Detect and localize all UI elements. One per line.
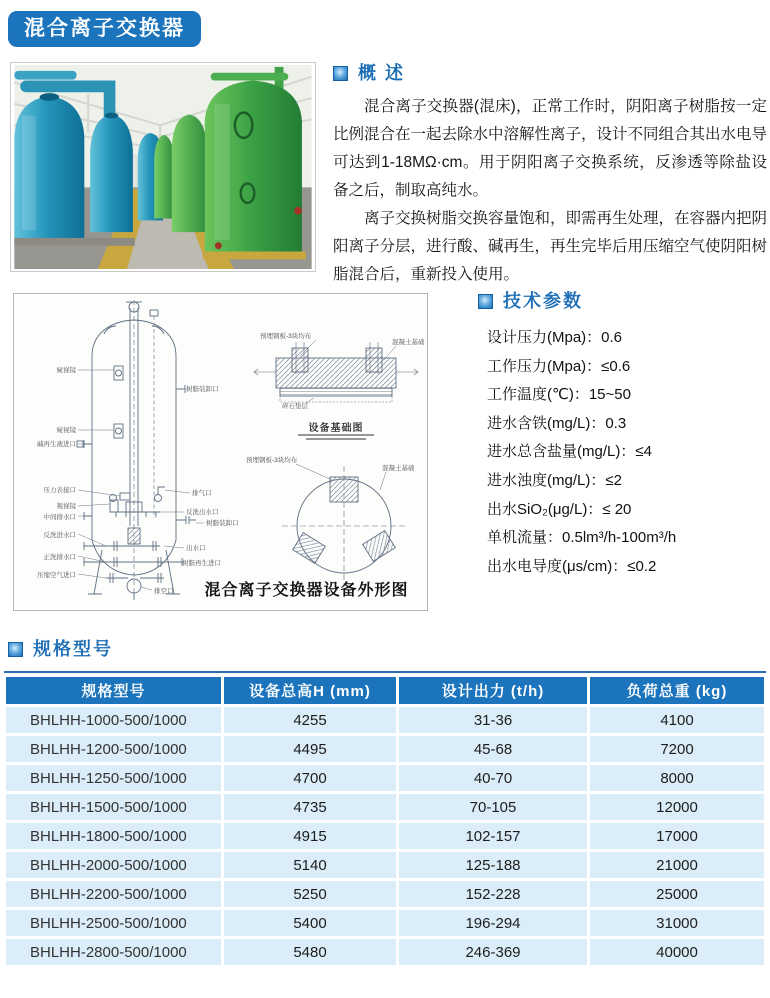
foundation-label: 预埋钢板-3块均布 bbox=[260, 333, 312, 340]
tech-param-item: 进水浊度(mg/L)：≤2 bbox=[487, 471, 622, 489]
page-title: 混合离子交换器 bbox=[8, 11, 201, 47]
cell-output: 70-105 bbox=[399, 794, 587, 820]
table-row bbox=[6, 910, 764, 936]
tech-params-list bbox=[487, 324, 769, 581]
table-row bbox=[6, 881, 764, 907]
cell-weight: 8000 bbox=[590, 765, 764, 791]
equipment-photo-illustration bbox=[13, 65, 313, 269]
vessel-label: 压缩空气进口 bbox=[37, 572, 76, 579]
specs-table bbox=[3, 674, 767, 968]
tech-param-item: 进水总含盐量(mg/L)：≤4 bbox=[487, 443, 652, 461]
vessel-label: 中间排水口 bbox=[43, 514, 76, 521]
vessel-label: 树脂再生进口 bbox=[182, 560, 221, 567]
foundation-plan bbox=[282, 464, 406, 586]
overview-section-header bbox=[333, 64, 405, 82]
tech-param-item: 工作压力(Mpa)：≤0.6 bbox=[487, 357, 631, 375]
table-row bbox=[6, 765, 764, 791]
table-row bbox=[6, 736, 764, 762]
table-row bbox=[6, 939, 764, 965]
cell-weight: 4100 bbox=[590, 707, 764, 733]
cell-output: 40-70 bbox=[399, 765, 587, 791]
vessel-label: 树脂装卸口 bbox=[206, 520, 239, 527]
cell-height: 5480 bbox=[224, 939, 396, 965]
cell-model: BHLHH-1800-500/1000 bbox=[6, 823, 221, 849]
cell-output: 246-369 bbox=[399, 939, 587, 965]
cell-model: BHLHH-2800-500/1000 bbox=[6, 939, 221, 965]
tech-params-heading: 技术参数 bbox=[503, 291, 583, 311]
tech-param-item: 出水SiO₂(μg/L)：≤ 20 bbox=[487, 500, 632, 518]
cell-height: 4700 bbox=[224, 765, 396, 791]
vessel-label: 排气口 bbox=[192, 490, 212, 497]
cell-height: 4495 bbox=[224, 736, 396, 762]
overview-heading: 概 述 bbox=[358, 63, 406, 83]
tech-param-item: 单机流量：0.5lm³/h-100m³/h bbox=[487, 529, 677, 547]
vessel-label: 窥视镜 bbox=[56, 367, 76, 374]
cell-output: 31-36 bbox=[399, 707, 587, 733]
overview-text bbox=[333, 93, 767, 289]
foundation-label: 碎石垫层 bbox=[282, 403, 308, 410]
cell-weight: 21000 bbox=[590, 852, 764, 878]
cell-weight: 25000 bbox=[590, 881, 764, 907]
section-square-icon bbox=[478, 294, 493, 309]
col-header-weight: 负荷总重 (kg) bbox=[590, 677, 764, 704]
cell-output: 196-294 bbox=[399, 910, 587, 936]
section-square-icon bbox=[333, 66, 348, 81]
cell-height: 4915 bbox=[224, 823, 396, 849]
plan-label: 预埋钢板-3块均布 bbox=[246, 457, 298, 464]
specs-section-header bbox=[8, 640, 113, 658]
col-header-model: 规格型号 bbox=[6, 677, 221, 704]
cell-model: BHLHH-1250-500/1000 bbox=[6, 765, 221, 791]
overview-paragraph-2: 离子交换树脂交换容量饱和，即需再生处理，在容器内把阴阳离子分层，进行酸、碱再生，再生完毕后用压缩空气使阴阳树脂混合后，重新投入使用。 bbox=[333, 210, 768, 283]
vessel-label: 树脂装卸口 bbox=[186, 386, 219, 393]
cell-output: 152-228 bbox=[399, 881, 587, 907]
cell-output: 125-188 bbox=[399, 852, 587, 878]
section-square-icon bbox=[8, 642, 23, 657]
vessel-elevation bbox=[77, 300, 196, 600]
vessel-label: 反洗出水口 bbox=[186, 509, 219, 516]
cell-height: 5400 bbox=[224, 910, 396, 936]
tech-param-item: 工作温度(℃)：15~50 bbox=[487, 386, 631, 404]
cell-weight: 31000 bbox=[590, 910, 764, 936]
overview-paragraph-1: 混合离子交换器(混床)，正常工作时，阴阳离子树脂按一定比例混合在一起去除水中溶解性离子，设计不同组合其出水电导可达到1-18MΩ·cm。用于阴阳离子交换系统，反渗透等除盐设备之后，制取高纯水。 bbox=[333, 98, 768, 199]
col-header-output: 设计出力 (t/h) bbox=[399, 677, 587, 704]
specs-heading: 规格型号 bbox=[33, 639, 113, 659]
col-header-height: 设备总高H (mm) bbox=[224, 677, 396, 704]
cell-model: BHLHH-2200-500/1000 bbox=[6, 881, 221, 907]
tech-param-item: 进水含铁(mg/L)：0.3 bbox=[487, 414, 627, 432]
vessel-label: 窥视镜 bbox=[56, 427, 76, 434]
tech-param-item: 出水电导度(μs/cm)：≤0.2 bbox=[487, 557, 657, 575]
outline-drawing-caption: 混合离子交换器设备外形图 bbox=[204, 582, 409, 599]
cell-model: BHLHH-1200-500/1000 bbox=[6, 736, 221, 762]
table-row bbox=[6, 852, 764, 878]
cell-model: BHLHH-1500-500/1000 bbox=[6, 794, 221, 820]
cell-weight: 40000 bbox=[590, 939, 764, 965]
table-row bbox=[6, 707, 764, 733]
cell-output: 102-157 bbox=[399, 823, 587, 849]
cell-weight: 12000 bbox=[590, 794, 764, 820]
vessel-label: 观视镜 bbox=[56, 503, 76, 510]
vessel-label: 压力表接口 bbox=[43, 487, 76, 494]
cell-height: 5140 bbox=[224, 852, 396, 878]
specs-table-header-row bbox=[6, 677, 764, 704]
table-row bbox=[6, 794, 764, 820]
outline-drawing bbox=[14, 294, 427, 610]
cell-height: 4255 bbox=[224, 707, 396, 733]
tech-params-section-header bbox=[478, 292, 583, 310]
tech-param-item: 设计压力(Mpa)：0.6 bbox=[487, 329, 623, 346]
outline-drawing-box bbox=[13, 293, 428, 611]
specs-divider-rule bbox=[4, 671, 766, 673]
table-row bbox=[6, 823, 764, 849]
vessel-label: 排空口 bbox=[154, 588, 174, 595]
vessel-label: 正洗排水口 bbox=[43, 554, 76, 561]
cell-model: BHLHH-1000-500/1000 bbox=[6, 707, 221, 733]
vessel-label: 反洗进水口 bbox=[43, 532, 76, 539]
vessel-label: 碱再生液进口 bbox=[37, 441, 76, 448]
cell-weight: 17000 bbox=[590, 823, 764, 849]
foundation-label: 混凝土基础 bbox=[392, 339, 425, 346]
equipment-photo bbox=[10, 62, 316, 272]
cell-height: 5250 bbox=[224, 881, 396, 907]
foundation-caption: 设备基础图 bbox=[308, 423, 364, 434]
vessel-label: 出水口 bbox=[186, 545, 206, 552]
plan-label: 混凝土基础 bbox=[382, 465, 415, 472]
cell-model: BHLHH-2500-500/1000 bbox=[6, 910, 221, 936]
cell-model: BHLHH-2000-500/1000 bbox=[6, 852, 221, 878]
cell-height: 4735 bbox=[224, 794, 396, 820]
cell-output: 45-68 bbox=[399, 736, 587, 762]
vessel-leader-lines bbox=[78, 370, 204, 590]
cell-weight: 7200 bbox=[590, 736, 764, 762]
